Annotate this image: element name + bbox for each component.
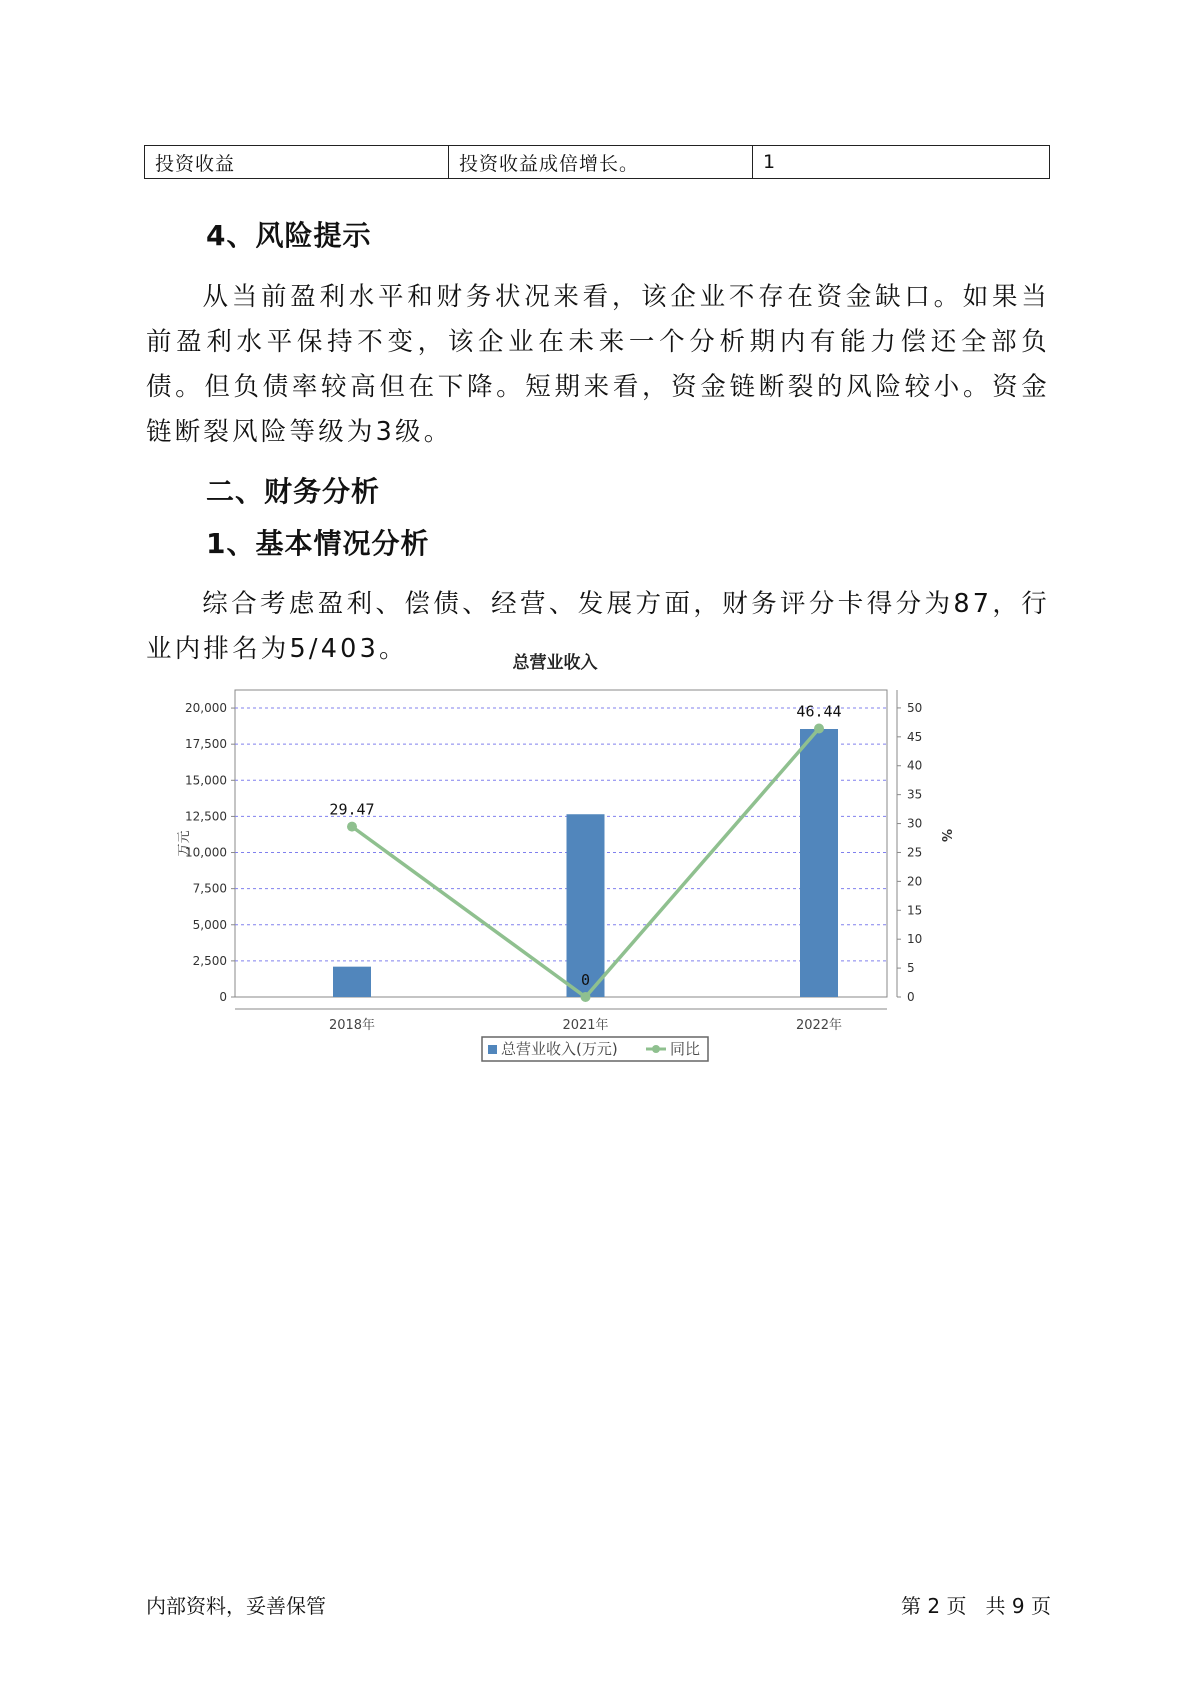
risk-paragraph — [146, 275, 1050, 455]
y-tick-label: 15,000 — [185, 773, 227, 788]
revenue-chart-svg — [160, 650, 1020, 1150]
table-cell-score: 1 — [753, 146, 1050, 179]
summary-table — [144, 145, 1050, 179]
y-tick-label: 0 — [219, 990, 227, 1004]
basic-analysis-text: 综合考虑盈利、偿债、经营、发展方面，财务评分卡得分为87，行业内排名为5/403。 — [146, 589, 1050, 664]
y-tick-label: 7,500 — [192, 881, 227, 896]
legend-label-yoy: 同比 — [670, 1040, 701, 1058]
y-tick-label: 5,000 — [192, 917, 227, 932]
chart-title: 总营业收入 — [512, 653, 598, 673]
legend-swatch-revenue — [488, 1045, 497, 1054]
revenue-chart — [160, 650, 1020, 1150]
y-tick-label: 12,500 — [185, 809, 227, 824]
y2-tick-label: 0 — [907, 990, 915, 1004]
y2-tick-label: 25 — [907, 845, 923, 860]
yoy-point — [581, 992, 591, 1002]
footer-page-number: 第 2 页 共 9 页 — [901, 1594, 1051, 1618]
revenue-bar — [800, 729, 838, 997]
y2-tick-label: 10 — [907, 932, 923, 947]
risk-paragraph-text: 从当前盈利水平和财务状况来看，该企业不存在资金缺口。如果当前盈利水平保持不变，该企业在未来一个分析期内有能力偿还全部负债。但负债率较高但在下降。短期来看，资金链断裂的风险较小。资金链断裂风险等级为3级。 — [146, 282, 1050, 447]
x-tick-label: 2022年 — [795, 1018, 843, 1033]
yoy-point — [814, 724, 824, 734]
section-heading-risk: 4、风险提示 — [206, 219, 372, 252]
y-tick-label: 2,500 — [192, 953, 227, 968]
y-tick-label: 10,000 — [185, 845, 227, 860]
table-cell-item: 投资收益 — [145, 146, 449, 179]
footer-confidential: 内部资料，妥善保管 — [146, 1594, 326, 1618]
y2-tick-label: 5 — [907, 961, 915, 976]
yoy-data-label: 29.47 — [329, 800, 375, 819]
yoy-point — [347, 822, 357, 832]
table-row — [145, 146, 1050, 179]
yoy-data-label: 46.44 — [796, 702, 842, 721]
y2-tick-label: 20 — [907, 874, 923, 889]
yoy-data-label: 0 — [580, 971, 591, 989]
y-tick-label: 20,000 — [185, 701, 227, 716]
legend-swatch-yoy-dot — [652, 1045, 660, 1053]
y2-axis-label: % — [938, 828, 953, 843]
y2-tick-label: 30 — [907, 816, 923, 831]
legend-label-revenue: 总营业收入(万元) — [501, 1040, 618, 1058]
section-heading-financial-analysis: 二、财务分析 — [206, 475, 381, 508]
x-tick-label: 2018年 — [328, 1018, 376, 1033]
y-axis-label: 万元 — [177, 830, 192, 857]
y2-tick-label: 15 — [907, 903, 923, 918]
y2-tick-label: 50 — [907, 700, 923, 715]
revenue-bar — [333, 967, 371, 997]
plot-area — [235, 690, 887, 997]
y2-tick-label: 45 — [907, 729, 923, 744]
y-tick-label: 17,500 — [185, 737, 227, 752]
y2-tick-label: 40 — [907, 758, 923, 773]
table-cell-description: 投资收益成倍增长。 — [449, 146, 753, 179]
x-tick-label: 2021年 — [562, 1018, 609, 1033]
section-heading-basic-analysis: 1、基本情况分析 — [206, 527, 430, 560]
y2-tick-label: 35 — [907, 787, 923, 802]
revenue-bar — [567, 814, 605, 997]
